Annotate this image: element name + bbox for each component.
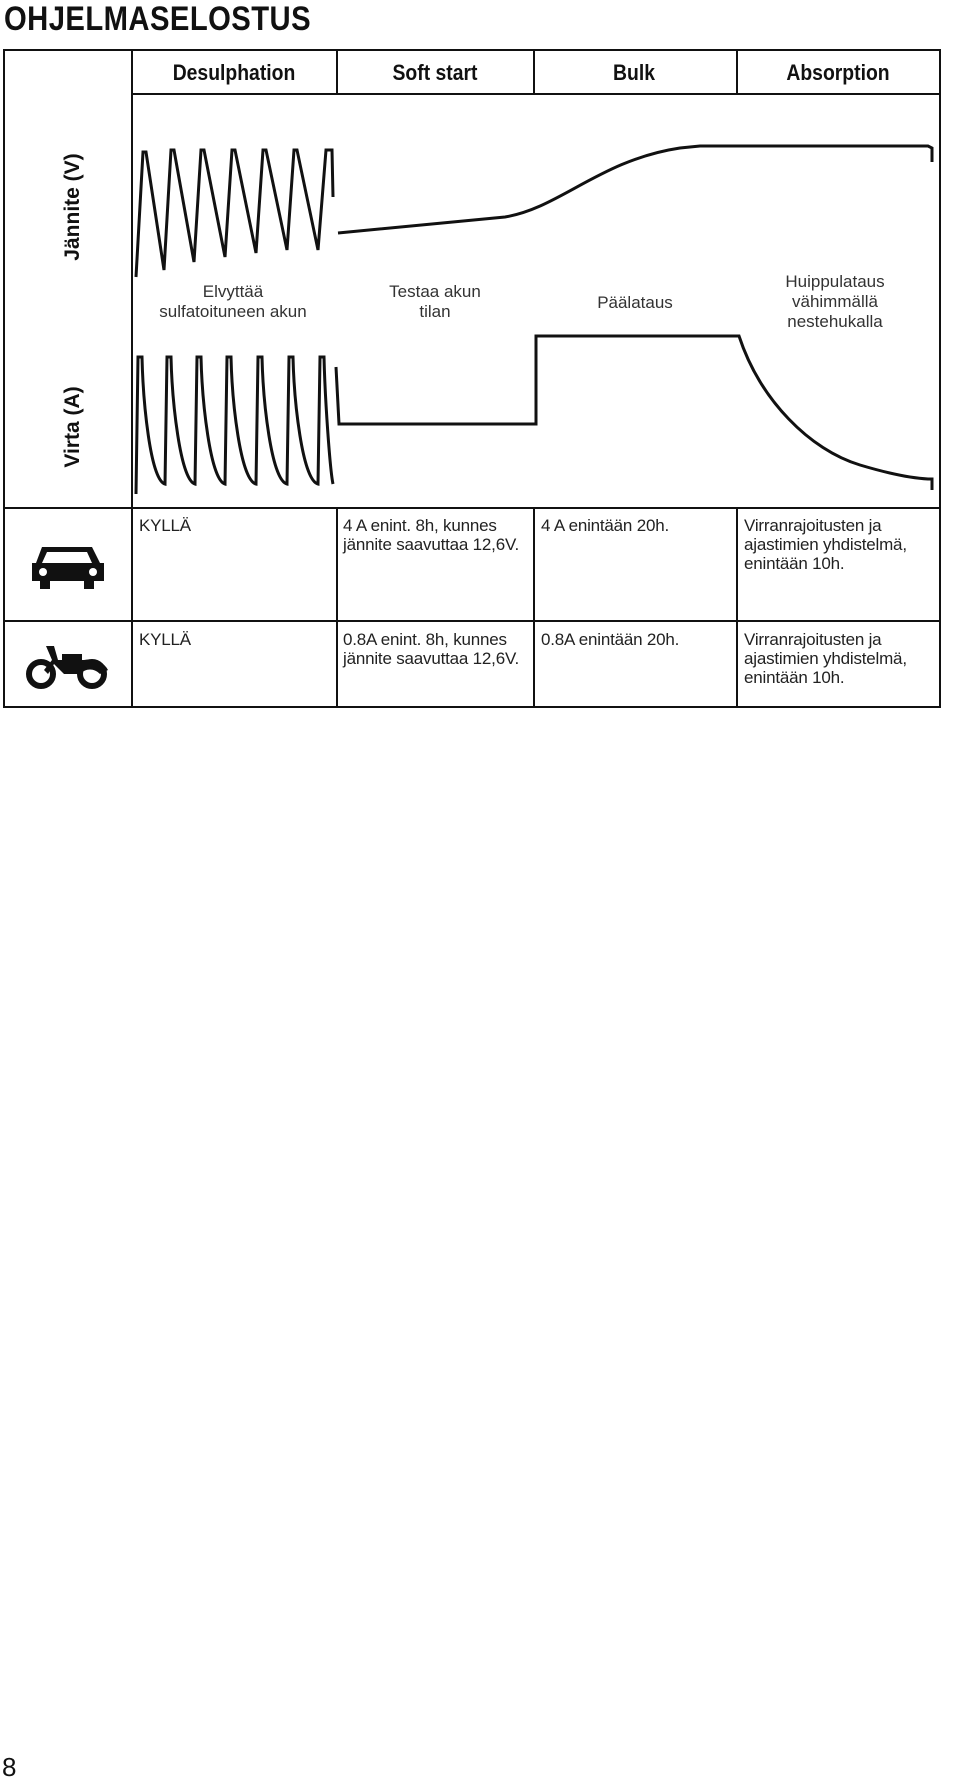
moto-desulphation: KYLLÄ	[139, 630, 191, 649]
motorcycle-icon	[24, 634, 114, 694]
car-icon	[30, 537, 110, 597]
row-divider-col-2	[533, 507, 535, 708]
desc-bulk: Päälataus	[597, 293, 673, 312]
row-divider-col-1	[336, 507, 338, 708]
car-bulk: 4 A enintään 20h.	[541, 516, 670, 535]
voltage-curve-main	[338, 146, 932, 233]
current-curve-desulphation	[136, 357, 333, 494]
moto-soft-start: 0.8A enint. 8h, kunnes jännite saavuttaa 12,6V.	[343, 630, 520, 668]
page-number: 8	[2, 1752, 17, 1782]
car-desulphation: KYLLÄ	[139, 516, 191, 535]
voltage-curve-desulphation	[136, 150, 333, 277]
stage-bulk: Bulk	[613, 60, 655, 85]
stage-absorption: Absorption	[786, 60, 890, 85]
page-title: OHJELMASELOSTUS	[4, 0, 312, 38]
stage-soft-start: Soft start	[392, 60, 478, 85]
voltage-axis-label: Jännite (V)	[61, 153, 84, 261]
desc-soft-start: Testaa akun tilan	[389, 282, 481, 321]
moto-bulk: 0.8A enintään 20h.	[541, 630, 680, 649]
moto-absorption: Virranrajoitusten ja ajastimien yhdistelmä, enintään 10h.	[744, 630, 907, 687]
charging-waveform	[0, 0, 960, 520]
current-axis-label: Virta (A)	[61, 386, 84, 468]
car-absorption: Virranrajoitusten ja ajastimien yhdistelmä, enintään 10h.	[744, 516, 907, 573]
row-divider-col-3	[736, 507, 738, 708]
row-divider	[3, 620, 941, 622]
desc-desulphation: Elvyttää sulfatoituneen akun	[159, 282, 307, 321]
current-curve-main	[336, 336, 932, 490]
stage-desulphation: Desulphation	[172, 60, 296, 85]
desc-absorption: Huippulataus vähimmällä nestehukalla	[785, 272, 885, 331]
car-soft-start: 4 A enint. 8h, kunnes jännite saavuttaa 12,6V.	[343, 516, 520, 554]
